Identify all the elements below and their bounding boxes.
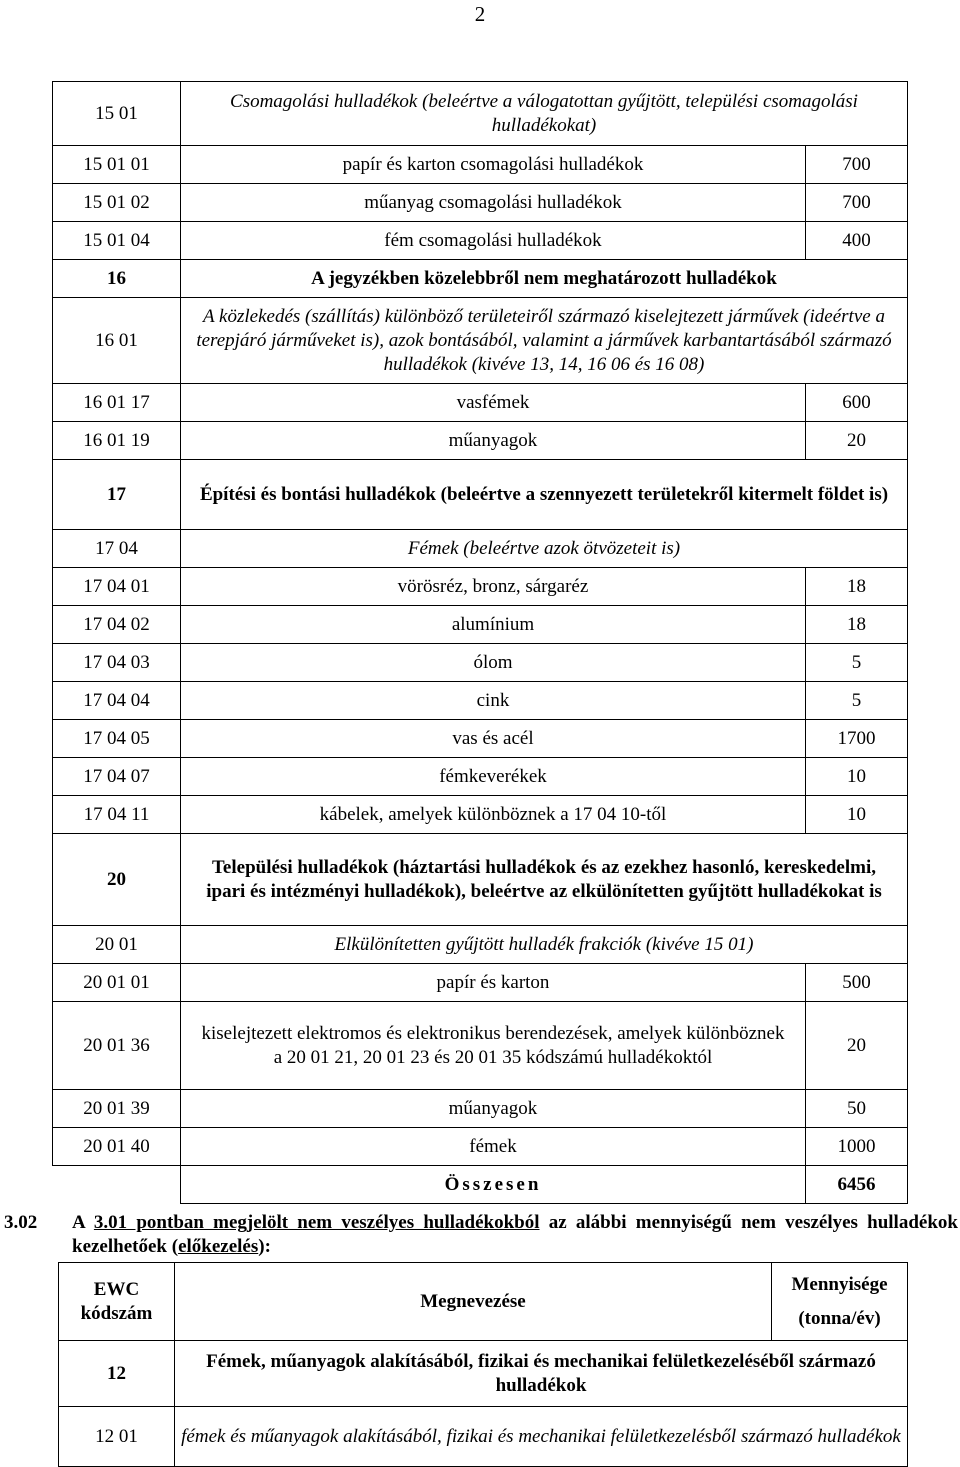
quantity: 1700 bbox=[805, 720, 907, 758]
table-row bbox=[53, 222, 908, 260]
waste-name: vas és acél bbox=[181, 720, 806, 758]
waste-name: Elkülönítetten gyűjtött hulladék frakciók (kivéve 15 01) bbox=[181, 926, 908, 964]
quantity: 18 bbox=[805, 606, 907, 644]
quantity: 10 bbox=[805, 758, 907, 796]
ewc-code: 17 04 04 bbox=[53, 682, 181, 720]
table-row bbox=[53, 758, 908, 796]
ewc-code: 17 04 02 bbox=[53, 606, 181, 644]
quantity: 50 bbox=[805, 1090, 907, 1128]
ewc-code: 17 bbox=[53, 460, 181, 530]
quantity: 20 bbox=[805, 1002, 907, 1090]
section-number: 3.02 bbox=[4, 1212, 38, 1233]
waste-name: Települési hulladékok (háztartási hulladékok és az ezekhez hasonló, kereskedelmi, ipari és intézményi hulladékok), beleértve az elkülönítetten gyűjtött hulladékokat is bbox=[181, 834, 908, 926]
table-row bbox=[53, 1128, 908, 1166]
quantity: 20 bbox=[805, 422, 907, 460]
waste-name: A közlekedés (szállítás) különböző területeiről származó kiselejtezett járművek (ideértve a terepjáró járműveket is), azok bontásából, valamint a járművek karbantartásából származó hulladékok (kivéve 13, 14, 16 06 és 16 08) bbox=[181, 298, 908, 384]
section-text-part: az alábbi mennyiségű nem veszélyes hulladékok kezelhetőek ( bbox=[72, 1212, 958, 1257]
waste-name: fémek és műanyagok alakításából, fizikai és mechanikai felületkezelésből származó hulladékok bbox=[175, 1407, 908, 1467]
quantity: 600 bbox=[805, 384, 907, 422]
ewc-code: 17 04 11 bbox=[53, 796, 181, 834]
table-row bbox=[53, 834, 908, 926]
table-row bbox=[53, 460, 908, 530]
ewc-code: 20 01 36 bbox=[53, 1002, 181, 1090]
ewc-code: 12 01 bbox=[59, 1407, 175, 1467]
waste-name: műanyagok bbox=[181, 1090, 806, 1128]
waste-name: műanyagok bbox=[181, 422, 806, 460]
waste-name: ólom bbox=[181, 644, 806, 682]
section-text-part: ): bbox=[258, 1236, 271, 1257]
waste-name: alumínium bbox=[181, 606, 806, 644]
waste-name: Építési és bontási hulladékok (beleértve a szennyezett területekről kitermelt földet is) bbox=[181, 460, 908, 530]
quantity: 700 bbox=[805, 184, 907, 222]
ewc-code: 16 01 17 bbox=[53, 384, 181, 422]
waste-code-table bbox=[52, 81, 908, 1204]
quantity: 5 bbox=[805, 682, 907, 720]
quantity: 10 bbox=[805, 796, 907, 834]
quantity: 5 bbox=[805, 644, 907, 682]
table-row bbox=[53, 720, 908, 758]
section-text bbox=[72, 1211, 958, 1259]
waste-name: cink bbox=[181, 682, 806, 720]
waste-name: Csomagolási hulladékok (beleértve a válogatottan gyűjtött, települési csomagolási hulladékokat) bbox=[181, 82, 908, 146]
table-row bbox=[53, 606, 908, 644]
ewc-code: 12 bbox=[59, 1341, 175, 1407]
table-row bbox=[53, 964, 908, 1002]
ewc-code: 20 01 01 bbox=[53, 964, 181, 1002]
header-quantity bbox=[772, 1263, 908, 1341]
table-row bbox=[53, 926, 908, 964]
table-row bbox=[53, 260, 908, 298]
table-row bbox=[53, 384, 908, 422]
ewc-code: 16 01 19 bbox=[53, 422, 181, 460]
ewc-code: 20 bbox=[53, 834, 181, 926]
ewc-code: 20 01 bbox=[53, 926, 181, 964]
treatment-table bbox=[58, 1262, 908, 1467]
header-quantity-line1: Mennyisége bbox=[791, 1273, 888, 1295]
table-row bbox=[53, 1090, 908, 1128]
table-row bbox=[53, 298, 908, 384]
ewc-code: 16 01 bbox=[53, 298, 181, 384]
page-number: 2 bbox=[474, 2, 486, 26]
table-row bbox=[53, 644, 908, 682]
total-row bbox=[53, 1166, 908, 1204]
ewc-code: 17 04 01 bbox=[53, 568, 181, 606]
section-text-underlined: 3.01 pontban megjelölt nem veszélyes hulladékokból bbox=[93, 1212, 540, 1233]
total-value: 6456 bbox=[805, 1166, 907, 1204]
quantity: 1000 bbox=[805, 1128, 907, 1166]
header-quantity-line2: (tonna/év) bbox=[798, 1307, 881, 1329]
waste-name: A jegyzékben közelebbről nem meghatározott hulladékok bbox=[181, 260, 908, 298]
table-row bbox=[53, 530, 908, 568]
ewc-code: 16 bbox=[53, 260, 181, 298]
waste-name: fémek bbox=[181, 1128, 806, 1166]
ewc-code: 17 04 07 bbox=[53, 758, 181, 796]
waste-name: kiselejtezett elektromos és elektronikus berendezések, amelyek különböznek a 20 01 21, 20 01 23 és 20 01 35 kódszámú hulladékoktól bbox=[181, 1002, 806, 1090]
table-row bbox=[59, 1407, 908, 1467]
table-row bbox=[53, 184, 908, 222]
waste-name: vasfémek bbox=[181, 384, 806, 422]
table-row bbox=[53, 82, 908, 146]
quantity: 400 bbox=[805, 222, 907, 260]
quantity: 500 bbox=[805, 964, 907, 1002]
section-text-underlined: előkezelés bbox=[178, 1236, 259, 1257]
table-row bbox=[53, 146, 908, 184]
ewc-code: 17 04 bbox=[53, 530, 181, 568]
header-name: Megnevezése bbox=[175, 1263, 772, 1341]
table-row bbox=[53, 568, 908, 606]
table-row bbox=[59, 1341, 908, 1407]
waste-name: műanyag csomagolási hulladékok bbox=[181, 184, 806, 222]
ewc-code: 15 01 bbox=[53, 82, 181, 146]
header-ewc-code: EWC kódszám bbox=[59, 1263, 175, 1341]
waste-name: fémkeverékek bbox=[181, 758, 806, 796]
waste-name: papír és karton bbox=[181, 964, 806, 1002]
ewc-code: 20 01 40 bbox=[53, 1128, 181, 1166]
ewc-code: 17 04 03 bbox=[53, 644, 181, 682]
quantity: 700 bbox=[805, 146, 907, 184]
waste-name: fém csomagolási hulladékok bbox=[181, 222, 806, 260]
table-row bbox=[53, 422, 908, 460]
ewc-code: 20 01 39 bbox=[53, 1090, 181, 1128]
table-row bbox=[53, 796, 908, 834]
ewc-code: 15 01 02 bbox=[53, 184, 181, 222]
waste-name: Fémek, műanyagok alakításából, fizikai és mechanikai felületkezeléséből származó hulladékok bbox=[175, 1341, 908, 1407]
ewc-code: 15 01 01 bbox=[53, 146, 181, 184]
section-text-part: A bbox=[72, 1212, 94, 1233]
ewc-code: 15 01 04 bbox=[53, 222, 181, 260]
total-label: Összesen bbox=[181, 1166, 806, 1204]
waste-name: kábelek, amelyek különböznek a 17 04 10-től bbox=[181, 796, 806, 834]
waste-name: Fémek (beleértve azok ötvözeteit is) bbox=[181, 530, 908, 568]
table-row bbox=[53, 1002, 908, 1090]
quantity: 18 bbox=[805, 568, 907, 606]
table-header-row bbox=[59, 1263, 908, 1341]
waste-name: papír és karton csomagolási hulladékok bbox=[181, 146, 806, 184]
waste-name: vörösréz, bronz, sárgaréz bbox=[181, 568, 806, 606]
table-row bbox=[53, 682, 908, 720]
ewc-code: 17 04 05 bbox=[53, 720, 181, 758]
